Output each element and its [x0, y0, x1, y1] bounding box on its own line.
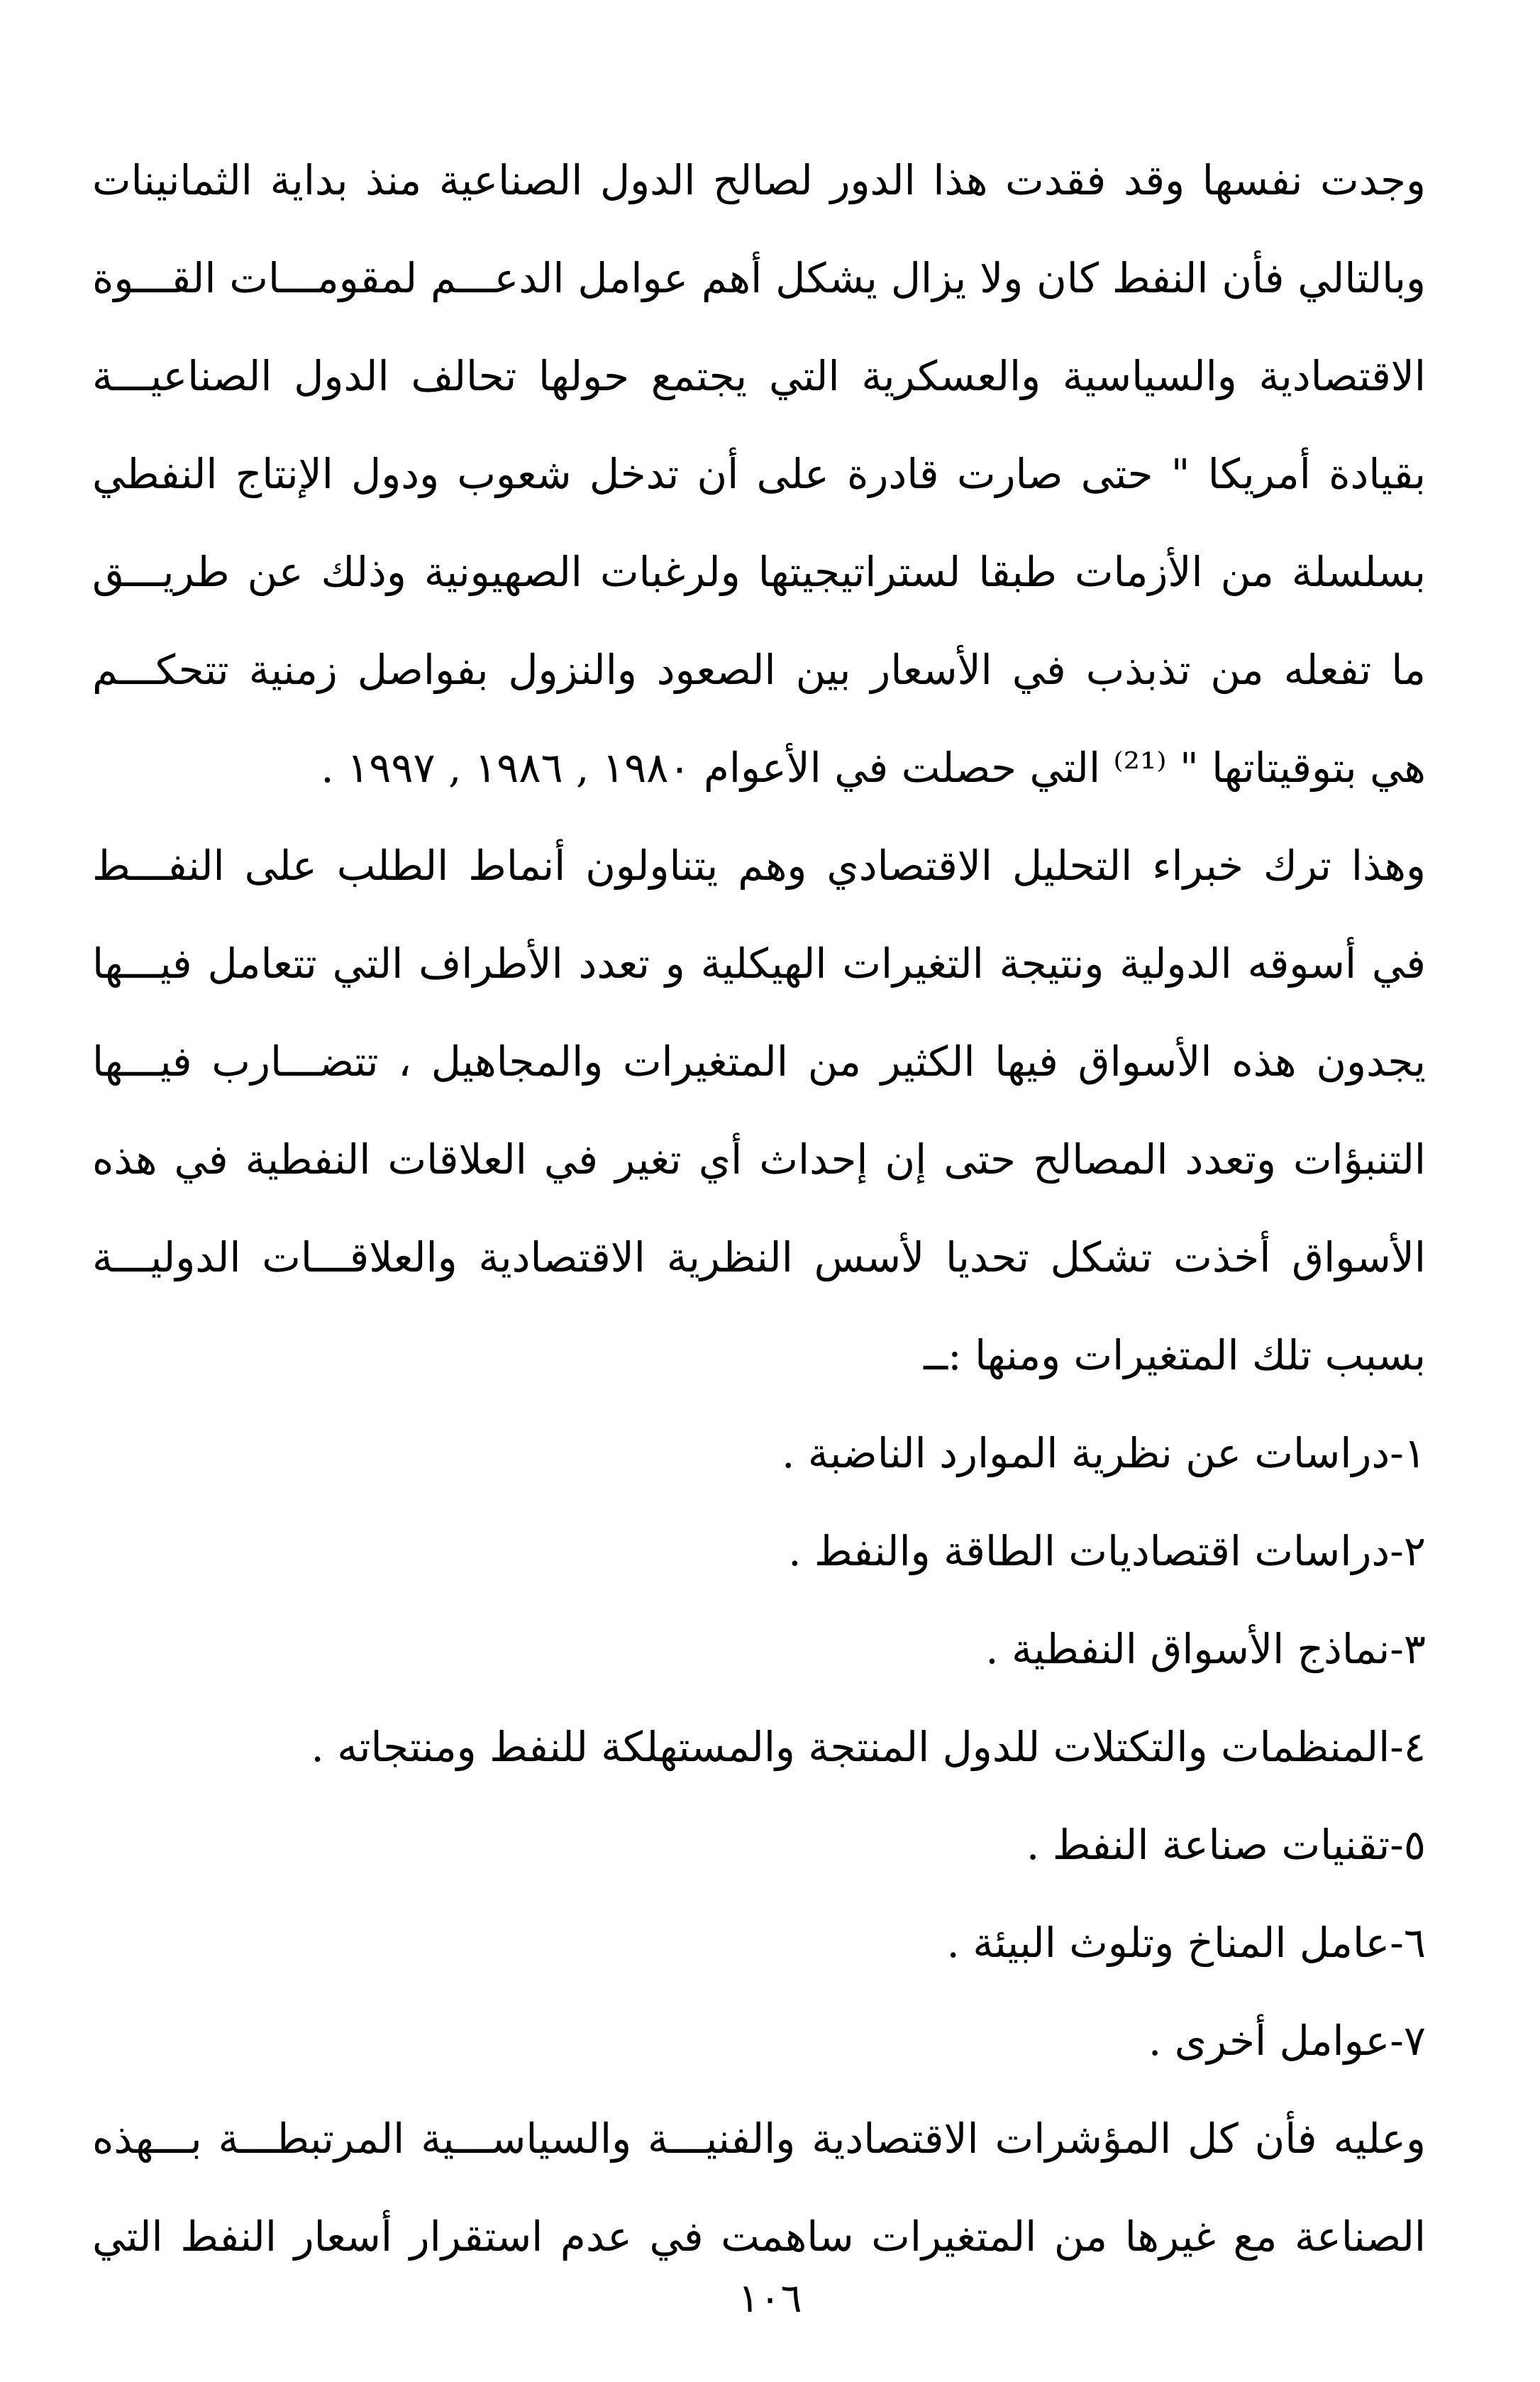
paragraph-2-line: التنبؤات وتعدد المصالح حتى إن إحداث أي تغير في العلاقات النفطية في هذه — [92, 1135, 1426, 1184]
paragraph-1-line: الاقتصادية والسياسية والعسكرية التي يجتمع حولها تحالف الدول الصناعيـــة — [92, 352, 1426, 400]
paragraph-2-line: الأسواق أخذت تشكل تحديا لأسس النظرية الاقتصادية والعلاقـــات الدوليـــة — [92, 1233, 1426, 1281]
list-item: ٢-دراسات اقتصاديات الطاقة والنفط . — [788, 1527, 1426, 1575]
list-item: ٥-تقنيات صناعة النفط . — [1026, 1821, 1426, 1869]
body-text — [92, 131, 1426, 2285]
paragraph-1-line: وجدت نفسها وقد فقدت هذا الدور لصالح الدول الصناعية منذ بداية الثمانينات — [92, 156, 1426, 204]
paragraph-3-line: وعليه فأن كل المؤشرات الاقتصادية والفنيـــة والسياســـية المرتبطـــة بـــهذه — [92, 2114, 1426, 2163]
paragraph-2-line: وهذا ترك خبراء التحليل الاقتصادي وهم يتناولون أنماط الطلب على النفـــط — [92, 842, 1426, 890]
page-number: ١٠٦ — [738, 2276, 802, 2322]
paragraph-1-line: بسلسلة من الأزمات طبقا لستراتيجيتها ولرغبات الصهيونية وذلك عن طريـــق — [92, 548, 1426, 596]
list-item: ٧-عوامل أخرى . — [1148, 2017, 1426, 2065]
list-item: ٣-نماذج الأسواق النفطية . — [985, 1625, 1426, 1673]
paragraph-1-line: بقيادة أمريكا " حتى صارت قادرة على أن تدخل شعوب ودول الإنتاج النفطي — [92, 450, 1426, 498]
paragraph-2-line: يجدون هذه الأسواق فيها الكثير من المتغيرات والمجاهيل ، تتضـــارب فيـــها — [92, 1037, 1426, 1086]
paragraph-1-line: ما تفعله من تذبذب في الأسعار بين الصعود والنزول بفواصل زمنية تتحكـــم — [92, 646, 1426, 694]
paragraph-3-line: الصناعة مع غيرها من المتغيرات ساهمت في عدم استقرار أسعار النفط التي — [92, 2212, 1426, 2261]
paragraph-2-line: في أسوقه الدولية ونتيجة التغيرات الهيكلية و تعدد الأطراف التي تتعامل فيـــها — [92, 939, 1426, 988]
paragraph-1-line: هي بتوقيتاتها " ⁽²¹⁾ التي حصلت في الأعوام ١٩٨٠ , ١٩٨٦ , ١٩٩٧ . — [321, 744, 1426, 792]
paragraph-2-line: بسبب تلك المتغيرات ومنها :ــ — [924, 1331, 1426, 1379]
list-item: ٦-عامل المناخ وتلوث البيئة . — [946, 1919, 1426, 1967]
paragraph-1-line: وبالتالي فأن النفط كان ولا يزال يشكل أهم عوامل الدعـــم لمقومـــات القـــوة — [92, 254, 1426, 302]
list-item: ١-دراسات عن نظرية الموارد الناضبة . — [782, 1429, 1426, 1477]
list-item: ٤-المنظمات والتكتلات للدول المنتجة والمستهلكة للنفط ومنتجاته . — [311, 1723, 1426, 1771]
